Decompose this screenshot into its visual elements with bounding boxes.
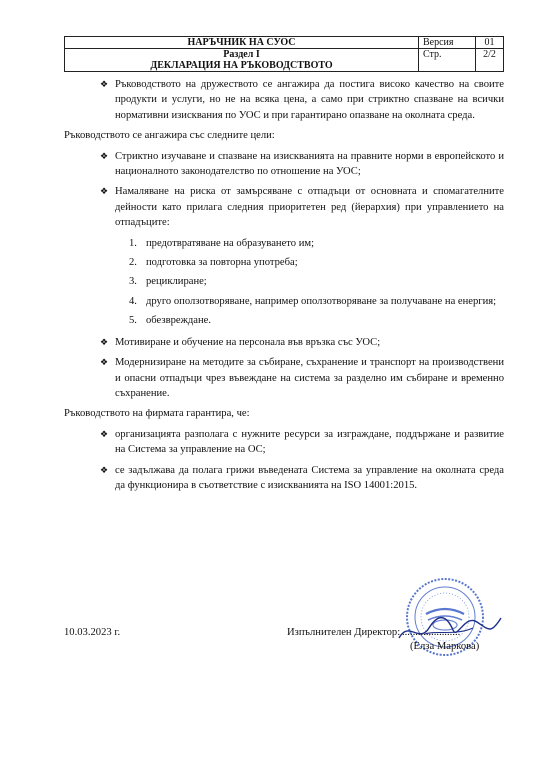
guarantee-heading: Ръководството на фирмата гарантира, че: xyxy=(64,408,250,420)
declaration-body xyxy=(64,77,504,498)
document-date: 10.03.2023 г. xyxy=(64,627,121,638)
hierarchy-item xyxy=(64,236,504,251)
diamond-bullet-icon: ❖ xyxy=(100,186,109,197)
signatory-name: (Елза Маркова) xyxy=(410,641,480,652)
goal-text: Намаляване на риска от замърсяване с отпадъци от основната и спомагателните дейности като прилага следния приоритетен ред (йерархия) при управлението на отпадъците: xyxy=(115,186,504,229)
diamond-bullet-icon: ❖ xyxy=(100,357,109,368)
goals-heading: Ръководството се ангажира със следните цели: xyxy=(64,130,275,142)
guarantee-text: се задължава да полага грижи въведената Система за управление на околната среда да функционира в съответствие с изискванията на ISO 14001:2015. xyxy=(115,464,504,491)
hierarchy-item xyxy=(64,313,504,328)
goal-item xyxy=(64,184,504,230)
guarantee-item xyxy=(64,427,504,458)
diamond-bullet-icon: ❖ xyxy=(100,428,109,439)
section-number: Раздел I xyxy=(223,49,260,60)
hierarchy-number: 1. xyxy=(129,237,137,249)
goal-item xyxy=(64,355,504,401)
version-value: 01 xyxy=(476,37,504,49)
hierarchy-item xyxy=(64,274,504,289)
waste-hierarchy-list xyxy=(64,236,504,329)
hierarchy-number: 5. xyxy=(129,315,137,327)
hierarchy-item xyxy=(64,255,504,270)
diamond-bullet-icon: ❖ xyxy=(100,79,109,89)
goal-item xyxy=(64,149,504,180)
hierarchy-text: подготовка за повторна употреба; xyxy=(146,257,298,269)
intro-bullet-item xyxy=(64,77,504,123)
guarantee-item xyxy=(64,463,504,494)
hierarchy-text: друго оползотворяване, например оползотворяване за получаване на енергия; xyxy=(146,295,497,307)
director-label: Изпълнителен Директор: xyxy=(287,627,401,638)
version-label: Версия xyxy=(419,37,476,49)
diamond-bullet-icon: ❖ xyxy=(100,150,109,161)
hierarchy-text: предотвратяване на образуването им; xyxy=(146,237,315,249)
goal-item xyxy=(64,335,504,350)
hierarchy-number: 2. xyxy=(129,257,137,269)
hierarchy-number: 4. xyxy=(129,295,137,307)
intro-text: Ръководството на дружеството се ангажира да постига високо качество на своите продукти и услуги, но не на всяка цена, а само при стриктно спазване на всички нормативни изисквания по УОС и при гарантирано опазване на околната среда. xyxy=(115,79,504,121)
diamond-bullet-icon: ❖ xyxy=(100,336,109,347)
guarantee-text: организацията разполага с нужните ресурси за изграждане, поддържане и развитие на Система за управление на ОС; xyxy=(115,428,504,456)
goal-text: Модернизиране на методите за събиране, съхранение и транспорт на производствени и опасни отпадъци чрез въвеждане на система за разделно им събиране и временно съхранение. xyxy=(115,357,504,399)
hierarchy-item xyxy=(64,294,504,309)
hierarchy-number: 3. xyxy=(129,276,137,288)
section-title xyxy=(65,49,419,72)
section-name: ДЕКЛАРАЦИЯ НА РЪКОВОДСТВОТО xyxy=(150,60,333,71)
diamond-bullet-icon: ❖ xyxy=(100,464,109,475)
goal-text: Стриктно изучаване и спазване на изискванията на правните норми в европейското и националното законодателство по отношение на УОС; xyxy=(115,150,504,178)
goal-text: Мотивиране и обучение на персонала във връзка със УОС; xyxy=(115,336,381,348)
page-label: Стр. xyxy=(419,49,476,72)
hierarchy-text: обезвреждане. xyxy=(146,315,211,327)
hierarchy-text: рециклиране; xyxy=(146,276,207,288)
signature-line: ...................... xyxy=(402,627,461,638)
manual-title: НАРЪЧНИК НА СУОС xyxy=(65,37,419,49)
document-header-table xyxy=(64,36,504,72)
page-number: 2/2 xyxy=(476,49,504,72)
